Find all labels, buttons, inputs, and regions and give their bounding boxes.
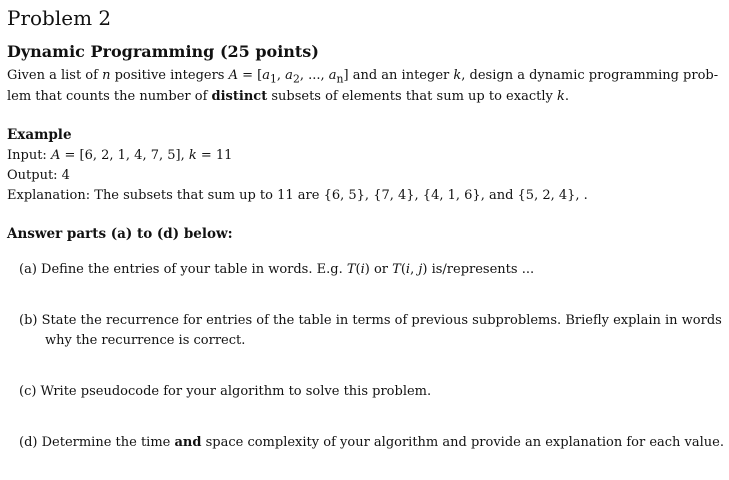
part-c: (c) Write pseudocode for your algorithm to solve this problem.	[19, 384, 432, 399]
example-output: Output: 4	[7, 168, 70, 183]
description-line-2: lem that counts the number of distinct subsets of elements that sum up to exactly k.	[7, 89, 569, 104]
example-explanation: Explanation: The subsets that sum up to 11 are {6, 5}, {7, 4}, {4, 1, 6}, and {5, 2, 4}, .	[7, 188, 588, 203]
section-heading: Dynamic Programming (25 points)	[7, 42, 319, 61]
example-heading: Example	[7, 127, 72, 143]
part-b-line-1: (b) State the recurrence for entries of the table in terms of previous subproblems. Briefly explain in words	[19, 313, 722, 328]
problem-title: Problem 2	[7, 6, 112, 30]
part-d: (d) Determine the time and space complexity of your algorithm and provide an explanation for each value.	[19, 435, 724, 450]
part-b-line-2: why the recurrence is correct.	[45, 333, 246, 348]
description-line-1: Given a list of n positive integers $A = [a_1$, $a_2$, ..., $a_n$] and an integer k, design a dynamic programming prob-	[7, 68, 719, 86]
example-input: Input: A = [6, 2, 1, 4, 7, 5], k = 11	[7, 148, 233, 163]
answer-heading: Answer parts (a) to (d) below:	[7, 226, 233, 242]
part-a: (a) Define the entries of your table in words. E.g. T(i) or T(i, j) is/represents ...	[19, 262, 535, 277]
